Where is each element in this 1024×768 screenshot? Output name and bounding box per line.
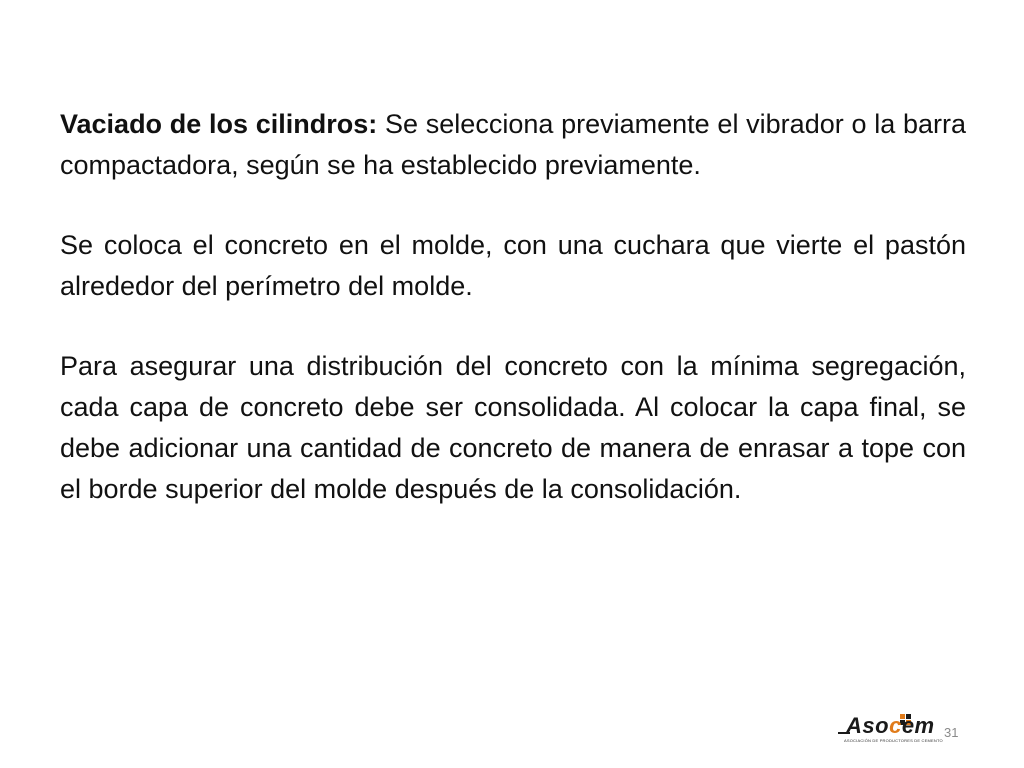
logo-accent-letter: c [889, 713, 902, 738]
paragraph-vaciado-text: Se selecciona previamente el vibrador o la barra compactadora, según se ha establecido previamente. [60, 109, 966, 180]
asocem-wordmark [846, 713, 935, 739]
logo-prefix: Aso [846, 713, 890, 738]
asocem-logo [836, 713, 944, 747]
logo-suffix: em [901, 713, 935, 738]
slide-body [60, 104, 966, 510]
page-number: 31 [944, 725, 959, 740]
paragraph-coloca [60, 225, 966, 307]
paragraph-asegurar [60, 346, 966, 510]
paragraph-vaciado [60, 104, 966, 186]
paragraph-coloca-text: Se coloca el concreto en el molde, con una cuchara que vierte el pastón alrededor del perímetro del molde. [60, 230, 966, 301]
paragraph-lead-heading: Vaciado de los cilindros: [60, 109, 378, 139]
logo-subtitle: ASOCIACIÓN DE PRODUCTORES DE CEMENTO [844, 738, 943, 743]
paragraph-asegurar-text: Para asegurar una distribución del concreto con la mínima segregación, cada capa de concreto debe ser consolidada. Al colocar la capa final, se debe adicionar una cantidad de concreto de manera de enrasar a tope con el borde superior del molde después de la consolidación. [60, 351, 966, 504]
